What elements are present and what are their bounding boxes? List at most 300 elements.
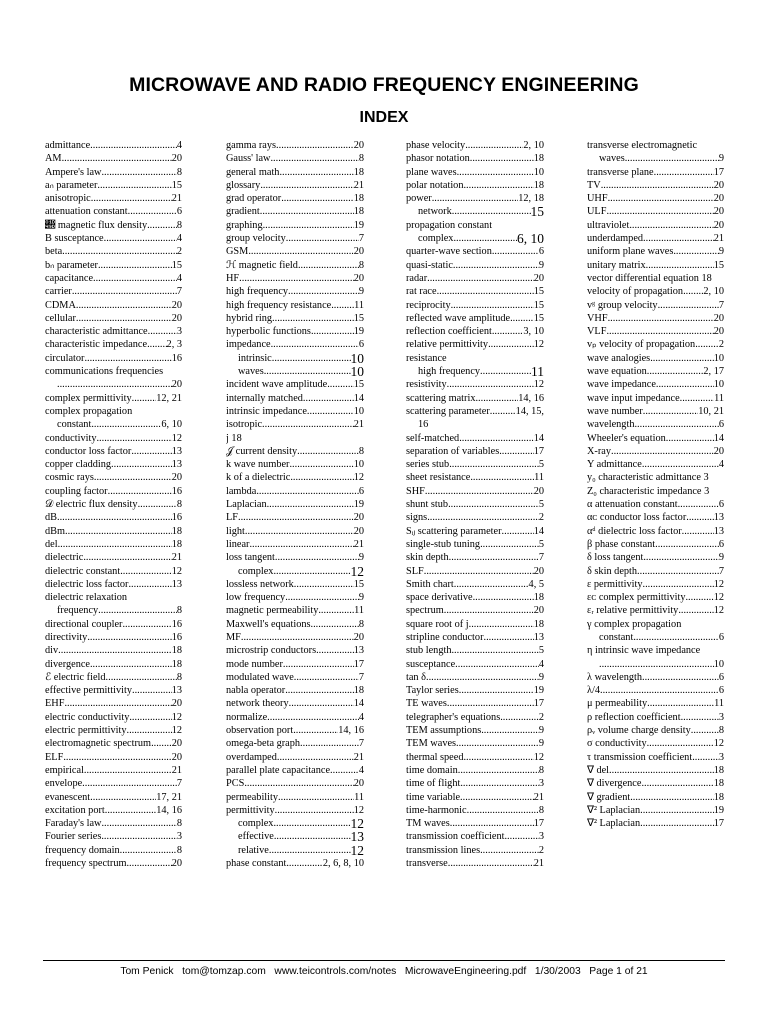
index-entry	[226, 458, 364, 471]
index-term: mode number	[226, 658, 283, 670]
index-term: SHF	[406, 485, 425, 497]
index-entry	[406, 232, 544, 245]
index-dot-leader	[98, 604, 177, 617]
index-term: communications frequencies	[45, 366, 164, 378]
index-entry	[406, 684, 544, 697]
index-entry	[587, 644, 724, 657]
index-term: εᴄ complex permittivity	[587, 592, 686, 604]
index-page-ref: 17	[533, 445, 544, 457]
index-term: Fourier series	[45, 831, 102, 843]
index-entry	[45, 791, 182, 804]
index-dot-leader	[331, 299, 354, 312]
index-entry	[226, 565, 364, 578]
index-page-ref: 20	[713, 193, 724, 205]
index-dot-leader	[263, 219, 354, 232]
index-entry	[406, 352, 544, 365]
index-page-ref: 21	[353, 751, 364, 763]
index-entry	[45, 565, 182, 578]
index-entry	[45, 285, 182, 298]
index-page-ref: 7	[358, 738, 364, 750]
index-dot-leader	[84, 352, 171, 365]
index-term: envelope	[45, 778, 83, 790]
index-term: single-stub tuning	[406, 538, 481, 550]
index-page-ref: 12	[533, 379, 544, 391]
index-entry	[226, 697, 364, 710]
index-entry	[45, 152, 182, 165]
index-page-ref: 2, 10	[523, 140, 544, 151]
index-page-ref: 4	[176, 272, 182, 284]
index-entry	[406, 432, 544, 445]
index-entry	[45, 365, 182, 378]
index-dot-leader	[108, 485, 172, 498]
index-dot-leader	[469, 618, 534, 631]
index-page-ref: 17	[713, 818, 724, 830]
index-page-ref: 17, 21	[156, 791, 182, 803]
index-term: Faraday's law	[45, 818, 102, 830]
index-dot-leader	[647, 365, 704, 378]
index-term: high frequency	[226, 286, 289, 298]
index-term: directional coupler	[45, 618, 123, 630]
index-term: wave input impedance	[587, 392, 680, 404]
index-page-ref: 3	[176, 326, 182, 338]
index-entry	[45, 378, 182, 391]
index-entry	[226, 418, 364, 431]
footer-email[interactable]: tom@tomzap.com	[182, 966, 266, 977]
index-entry	[406, 631, 544, 644]
index-page-ref: 12	[713, 605, 724, 617]
index-term: network	[418, 206, 452, 218]
index-term: beta	[45, 246, 63, 258]
index-entry	[226, 471, 364, 484]
index-dot-leader	[673, 245, 718, 258]
index-entry	[406, 378, 544, 391]
index-term: complex	[238, 818, 274, 830]
index-term: complex	[238, 565, 274, 577]
index-dot-leader	[126, 857, 171, 870]
index-page-ref: 20	[533, 485, 544, 497]
index-entry	[406, 179, 544, 192]
index-entry	[406, 844, 544, 857]
index-entry	[406, 405, 544, 418]
index-column-3	[406, 139, 544, 870]
index-term: isotropic	[226, 419, 263, 431]
index-page-ref: 14, 16	[156, 804, 182, 816]
index-dot-leader	[458, 764, 539, 777]
index-term: LF	[226, 512, 239, 524]
index-term: ∇ gradient	[587, 791, 631, 803]
index-entry	[226, 378, 364, 391]
index-page-ref: 11	[714, 698, 724, 710]
index-page-ref: 20	[353, 778, 364, 790]
index-page-ref: 10	[533, 166, 544, 178]
index-term: high frequency	[418, 366, 481, 378]
index-entry	[406, 325, 544, 338]
index-term: TE waves	[406, 698, 447, 710]
index-entry	[406, 365, 544, 378]
index-entry	[226, 525, 364, 538]
index-entry	[45, 604, 182, 617]
index-dot-leader	[148, 325, 177, 338]
index-entry	[406, 697, 544, 710]
index-page-ref: 15	[533, 299, 544, 311]
index-page-ref: 20	[713, 326, 724, 338]
index-entry	[406, 139, 544, 152]
index-entry	[406, 312, 544, 325]
index-page-ref: 12	[713, 738, 724, 750]
index-page-ref: 14	[353, 698, 364, 710]
index-term: susceptance	[406, 658, 456, 670]
index-page-ref: 20	[171, 153, 182, 165]
index-page-ref: 17	[713, 166, 724, 178]
index-page-ref: 21	[533, 791, 544, 803]
index-page-ref: 9	[538, 259, 544, 271]
index-term: αᵈ dielectric loss factor	[587, 525, 682, 537]
index-entry	[587, 392, 724, 405]
index-page-ref: 10	[353, 405, 364, 417]
index-term: graphing	[226, 219, 263, 231]
index-entry	[45, 844, 182, 857]
index-dot-leader	[58, 644, 172, 657]
index-page-ref: 7	[176, 778, 182, 790]
index-dot-leader	[98, 259, 172, 272]
index-term: rat race	[406, 286, 437, 298]
index-page-ref: 6	[358, 485, 364, 497]
index-term: transmission lines	[406, 844, 481, 856]
index-entry	[226, 365, 364, 378]
index-entry	[45, 658, 182, 671]
index-entry	[45, 551, 182, 564]
index-page-ref: 14	[533, 525, 544, 537]
index-term: Sᵢⱼ scattering parameter	[406, 525, 502, 537]
index-term: time-harmonic	[406, 804, 467, 816]
index-dot-leader	[449, 458, 539, 471]
index-term: thermal speed	[406, 751, 464, 763]
index-dot-leader	[600, 684, 719, 697]
index-dot-leader	[437, 285, 534, 298]
index-page-ref: 11	[534, 472, 544, 484]
index-dot-leader	[680, 392, 714, 405]
index-dot-leader	[502, 525, 534, 538]
index-page-ref: 14	[713, 432, 724, 444]
index-dot-leader	[427, 272, 534, 285]
index-term: unitary matrix	[587, 259, 646, 271]
index-dot-leader	[630, 791, 714, 804]
index-page-ref: 5	[538, 459, 544, 471]
index-page-ref: 12	[533, 339, 544, 351]
index-dot-leader	[276, 139, 354, 152]
index-term: wave equation	[587, 366, 647, 378]
index-dot-leader	[646, 259, 714, 272]
index-dot-leader	[264, 365, 351, 378]
index-term: dB	[45, 512, 58, 524]
index-page-ref: 3	[176, 831, 182, 843]
index-dot-leader	[93, 272, 177, 285]
index-term: α attenuation constant	[587, 499, 678, 511]
index-term: polar notation	[406, 179, 464, 191]
index-term: evanescent	[45, 791, 91, 803]
index-page-ref: 6	[176, 206, 182, 218]
index-entry	[406, 604, 544, 617]
index-term: ∇² Laplacian	[587, 818, 641, 830]
index-term: gradient	[226, 206, 260, 218]
index-page-ref: 20	[171, 472, 182, 484]
index-entry	[45, 631, 182, 644]
index-entry	[226, 205, 364, 218]
index-dot-leader	[460, 791, 534, 804]
index-entry	[226, 631, 364, 644]
index-entry	[406, 711, 544, 724]
index-entry	[226, 232, 364, 245]
index-term: del	[45, 538, 58, 550]
index-dot-leader	[91, 418, 161, 431]
index-dot-leader	[467, 804, 539, 817]
index-entry	[587, 245, 724, 258]
index-page-ref: 21	[353, 179, 364, 191]
index-term: waves	[238, 366, 264, 378]
index-entry	[226, 604, 364, 617]
index-dot-leader	[318, 604, 354, 617]
index-dot-leader	[65, 525, 172, 538]
index-page-ref: 13	[353, 645, 364, 657]
page-subtitle: INDEX	[359, 109, 409, 126]
index-page-ref: 3	[718, 711, 724, 723]
index-term: γ complex propagation	[587, 618, 682, 630]
index-entry	[406, 658, 544, 671]
index-page-ref: 15	[171, 179, 182, 191]
index-term: quarter-wave section	[406, 246, 492, 258]
index-term: frequency domain	[45, 844, 120, 856]
index-dot-leader	[286, 857, 322, 870]
index-page-ref: 6, 10	[517, 232, 544, 246]
index-page-ref: 21	[171, 764, 182, 776]
index-dot-leader	[64, 697, 171, 710]
index-entry	[226, 445, 364, 458]
index-term: frequency spectrum	[45, 858, 127, 870]
index-term: electromagnetic spectrum	[45, 738, 152, 750]
index-dot-leader	[281, 192, 354, 205]
index-page-ref: 21	[353, 419, 364, 431]
index-term: glossary	[226, 179, 261, 191]
index-entry	[587, 697, 724, 710]
index-entry	[45, 272, 182, 285]
index-term: HF	[226, 272, 240, 284]
index-page-ref: 19	[713, 804, 724, 816]
index-page-ref: 8	[358, 153, 364, 165]
index-entry	[226, 511, 364, 524]
index-page-ref: 7	[538, 552, 544, 564]
index-dot-leader	[316, 644, 354, 657]
index-dot-leader	[147, 338, 166, 351]
index-term: X-ray	[587, 445, 612, 457]
index-term: Y admittance	[587, 459, 642, 471]
index-dot-leader	[454, 578, 529, 591]
index-entry	[406, 166, 544, 179]
index-page-ref: 8	[358, 445, 364, 457]
index-page-ref: 2	[718, 339, 724, 351]
index-entry	[45, 232, 182, 245]
index-page-ref: 15	[533, 286, 544, 298]
index-dot-leader	[678, 604, 713, 617]
index-dot-leader	[625, 152, 719, 165]
index-entry	[226, 578, 364, 591]
index-dot-leader	[147, 219, 177, 232]
index-entry	[226, 857, 364, 870]
index-term: coupling factor	[45, 485, 108, 497]
index-page-ref: 3, 10	[523, 326, 544, 338]
index-page-ref: 13	[350, 830, 364, 844]
index-term: characteristic impedance	[45, 339, 148, 351]
index-dot-leader	[101, 830, 177, 843]
index-page-ref: 19	[353, 499, 364, 511]
index-page-ref: 12	[350, 843, 364, 858]
index-dot-leader	[470, 152, 534, 165]
index-entry	[406, 618, 544, 631]
index-dot-leader	[245, 525, 354, 538]
index-dot-leader	[427, 511, 539, 524]
index-page-ref: 13	[713, 525, 724, 537]
index-dot-leader	[683, 285, 703, 298]
index-page-ref: 2	[538, 844, 544, 856]
index-entry	[587, 232, 724, 245]
index-page-ref: 8	[718, 725, 724, 737]
index-term: AM	[45, 153, 62, 165]
index-entry	[226, 245, 364, 258]
index-term: TEM assumptions	[406, 725, 482, 737]
index-entry	[226, 166, 364, 179]
index-page-ref: 20	[533, 565, 544, 577]
index-term: wave impedance	[587, 379, 656, 391]
index-page-ref: 13	[713, 512, 724, 524]
index-page-ref: 13	[171, 445, 182, 457]
index-dot-leader	[138, 498, 177, 511]
index-page-ref: 10	[353, 459, 364, 471]
index-term: waves	[599, 153, 625, 165]
index-term: transverse plane	[587, 166, 654, 178]
index-term: wavelength	[587, 419, 635, 431]
index-term: general math	[226, 166, 280, 178]
index-dot-leader	[459, 432, 534, 445]
index-dot-leader	[311, 325, 354, 338]
index-page-ref: 9	[718, 153, 724, 165]
index-page-ref: 6	[718, 499, 724, 511]
index-entry	[587, 338, 724, 351]
index-dot-leader	[288, 285, 359, 298]
index-entry	[226, 844, 364, 857]
index-term: normalize	[226, 711, 268, 723]
index-page-ref: 8	[176, 671, 182, 683]
index-term: dBm	[45, 525, 66, 537]
index-term: wave analogies	[587, 352, 651, 364]
index-page-ref: 21	[533, 858, 544, 870]
index-page-ref: 20	[713, 206, 724, 218]
index-entry	[45, 205, 182, 218]
index-dot-leader	[120, 844, 177, 857]
index-entry	[226, 618, 364, 631]
index-page-ref: 13	[171, 578, 182, 590]
index-dot-leader	[447, 378, 534, 391]
index-dot-leader	[609, 764, 714, 777]
index-entry	[45, 538, 182, 551]
index-term: δ loss tangent	[587, 552, 644, 564]
index-dot-leader	[256, 485, 359, 498]
index-entry	[226, 830, 364, 843]
index-term: nabla operator	[226, 685, 286, 697]
index-dot-leader	[275, 804, 354, 817]
footer-date: 1/30/2003	[534, 966, 581, 977]
index-term: transverse	[406, 858, 448, 870]
index-page-ref: 12	[533, 751, 544, 763]
index-dot-leader	[488, 338, 534, 351]
index-page-ref: 8	[358, 618, 364, 630]
index-term: dielectric	[45, 552, 84, 564]
footer-url[interactable]: www.teicontrols.com/notes	[274, 966, 397, 977]
index-entry	[45, 830, 182, 843]
index-term: underdamped	[587, 233, 644, 245]
index-term: incident wave amplitude	[226, 379, 328, 391]
index-entry	[45, 684, 182, 697]
index-page-ref: 12	[171, 725, 182, 737]
index-page-ref: 7	[718, 299, 724, 311]
index-entry	[45, 471, 182, 484]
index-page-ref: 18	[713, 778, 724, 790]
index-page-ref: 8	[538, 804, 544, 816]
index-entry	[406, 551, 544, 564]
index-entry	[45, 179, 182, 192]
index-dot-leader	[685, 591, 713, 604]
index-term: λ wavelength	[587, 671, 643, 683]
index-dot-leader	[475, 392, 518, 405]
index-term: hyperbolic functions	[226, 326, 311, 338]
index-term: telegrapher's equations	[406, 711, 501, 723]
index-entry	[226, 152, 364, 165]
index-page-ref: 15	[533, 312, 544, 324]
index-term: propagation constant	[406, 219, 493, 231]
index-page-ref: 18	[533, 179, 544, 191]
index-term: high frequency resistance	[226, 299, 332, 311]
index-page-ref: 12	[353, 472, 364, 484]
index-entry	[226, 498, 364, 511]
index-term: group velocity	[226, 233, 286, 245]
index-page-ref: 2	[538, 711, 544, 723]
index-entry	[406, 272, 544, 285]
index-entry	[226, 219, 364, 232]
index-dot-leader	[239, 272, 354, 285]
index-term: GSM	[226, 246, 249, 258]
index-dot-leader	[97, 179, 171, 192]
index-dot-leader	[448, 857, 534, 870]
index-dot-leader	[270, 152, 358, 165]
index-dot-leader	[470, 471, 534, 484]
index-dot-leader	[72, 285, 177, 298]
index-entry	[226, 139, 364, 152]
index-term: resistivity	[406, 379, 447, 391]
index-dot-leader	[692, 751, 719, 764]
index-page-ref: 6	[718, 631, 724, 643]
index-dot-leader	[480, 365, 531, 378]
index-entry	[406, 591, 544, 604]
index-entry	[45, 485, 182, 498]
index-dot-leader	[260, 205, 354, 218]
index-entry	[226, 405, 364, 418]
index-entry	[406, 777, 544, 790]
index-entry	[406, 671, 544, 684]
index-term: aₙ parameter	[45, 179, 98, 191]
index-page-ref: 7	[358, 671, 364, 683]
index-entry	[587, 604, 724, 617]
index-dot-leader	[611, 445, 714, 458]
index-page-ref: 18	[353, 193, 364, 205]
index-page-ref: 5	[538, 645, 544, 657]
